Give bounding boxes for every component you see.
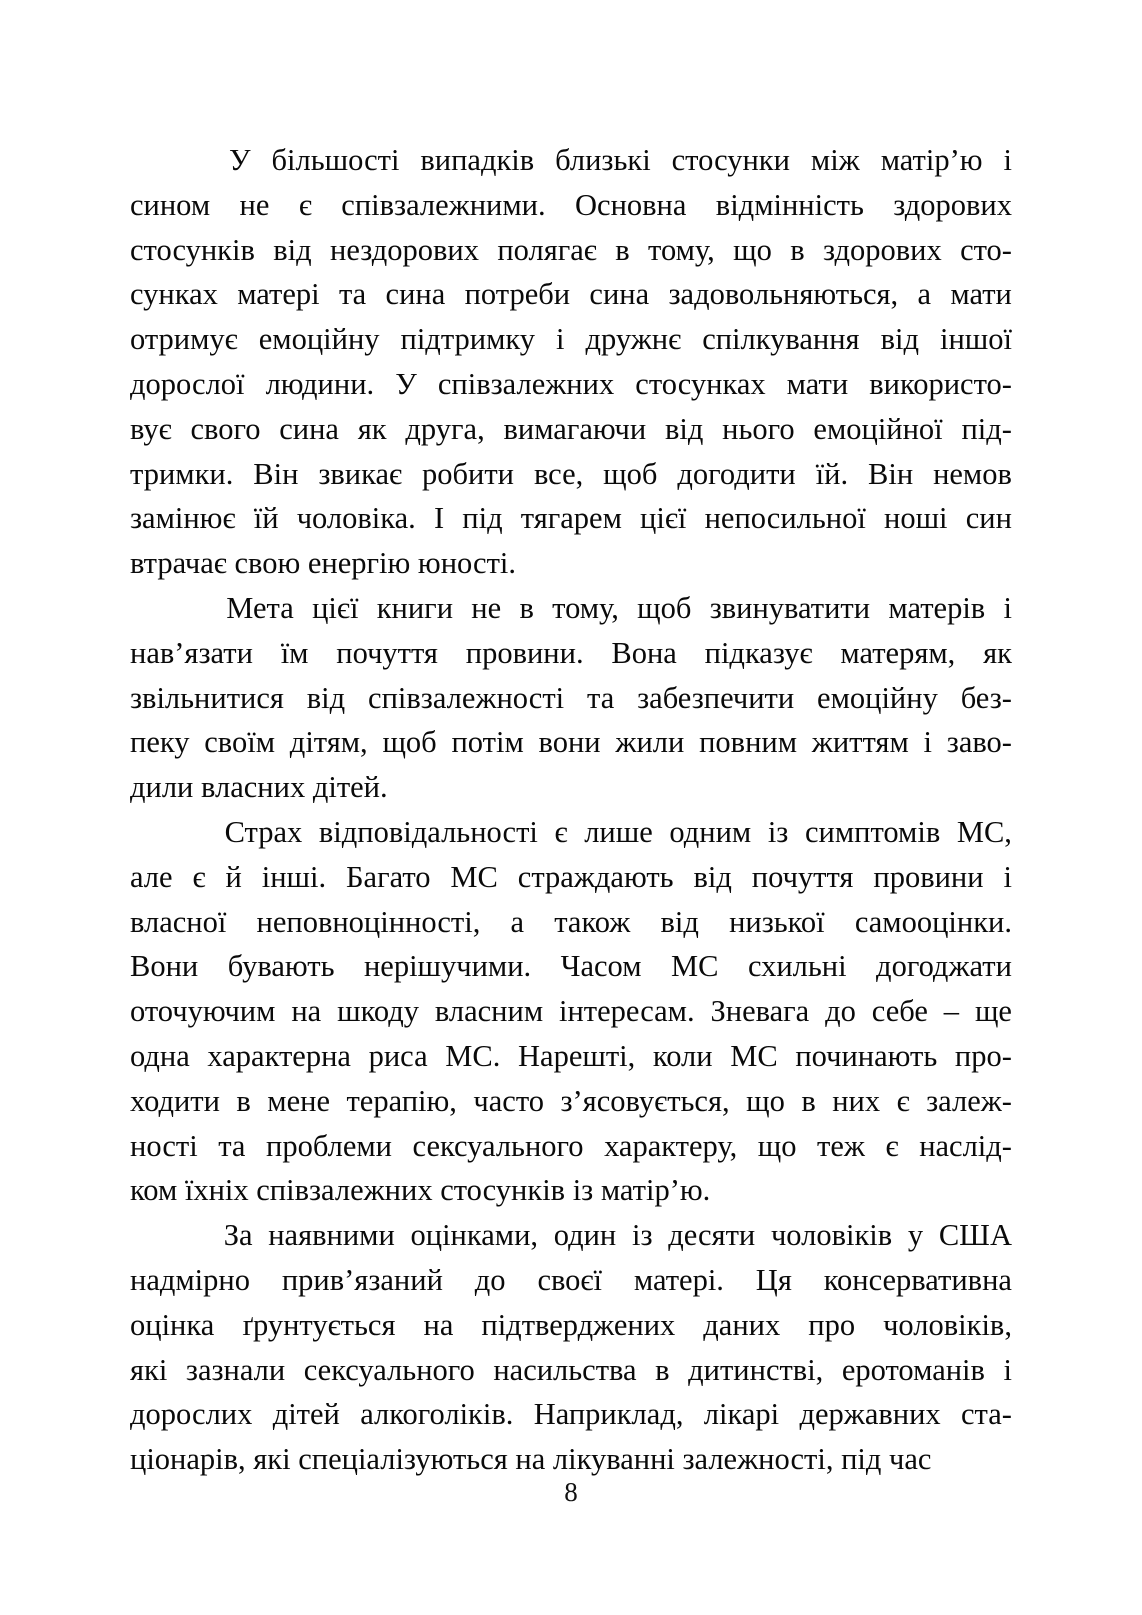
text-line: [130, 1079, 1012, 1124]
word: чоловіка.: [296, 501, 416, 536]
text-line: ком їхніх співзалежних стосунків із матір’ю.: [130, 1173, 711, 1208]
word: даних: [703, 1307, 781, 1342]
word: від: [880, 322, 919, 357]
word: мати: [950, 277, 1012, 312]
text-line: дили власних дітей.: [130, 770, 388, 805]
word: сексуального: [412, 1128, 584, 1163]
word: ста-: [960, 1397, 1012, 1432]
word: до: [474, 1262, 506, 1297]
word: їй.: [815, 456, 849, 491]
word: догодити: [677, 456, 796, 491]
word: терапію,: [346, 1083, 457, 1118]
word: цієї: [312, 590, 359, 625]
word: схильні: [747, 949, 847, 984]
word: власним: [434, 994, 544, 1029]
word: ґрунтується: [242, 1307, 396, 1342]
word: еротоманів: [841, 1352, 985, 1387]
word: тримки.: [130, 456, 234, 491]
text-line: [130, 900, 1012, 945]
word: в: [615, 232, 630, 267]
word: людини.: [265, 366, 375, 401]
word: стосунків: [130, 232, 255, 267]
paragraph-indent: [130, 810, 208, 855]
word: нього: [722, 411, 795, 446]
word: від: [693, 859, 732, 894]
paragraph: [130, 586, 1012, 810]
word: які: [130, 1352, 168, 1387]
word: підтримку: [400, 322, 536, 357]
paragraph-indent: [130, 1213, 208, 1258]
word: їй: [253, 501, 279, 536]
text-line: [130, 407, 1012, 452]
word: себе: [871, 994, 928, 1029]
word: зазнали: [185, 1352, 286, 1387]
word: від: [660, 904, 699, 939]
word: чоловіків,: [883, 1307, 1012, 1342]
word: використо-: [869, 366, 1012, 401]
word: Страх: [224, 814, 303, 849]
text-line: [130, 1348, 1012, 1393]
word: нездорових: [330, 232, 479, 267]
word: підказує: [704, 635, 813, 670]
paragraph: [130, 138, 1012, 586]
word: звикає: [318, 456, 403, 491]
text-line: [130, 810, 1012, 855]
word: проблеми: [266, 1128, 392, 1163]
text-line: [130, 317, 1012, 362]
word: шкоду: [337, 994, 419, 1029]
word: страждають: [517, 859, 674, 894]
text-line: [130, 944, 1012, 989]
word: Багато: [346, 859, 431, 894]
paragraph-indent: [130, 138, 208, 183]
word: під-: [961, 411, 1012, 446]
word: мати: [786, 366, 849, 401]
word: сунках: [130, 277, 218, 312]
word: під: [462, 501, 503, 536]
text-line: [130, 496, 1012, 541]
text-line: [130, 1303, 1012, 1348]
word: між: [810, 143, 860, 177]
word: мене: [267, 1083, 330, 1118]
word: та: [218, 1128, 246, 1163]
word: є: [298, 187, 312, 222]
text-line: [130, 1213, 1012, 1258]
word: лише: [584, 814, 653, 849]
word: життям: [811, 725, 909, 760]
text-line: [130, 272, 1012, 317]
word: близькі: [555, 143, 651, 177]
word: як: [983, 635, 1012, 670]
word: наявними: [268, 1218, 395, 1253]
word: сина: [385, 277, 446, 312]
word: починають: [795, 1038, 938, 1073]
word: залеж-: [926, 1083, 1012, 1118]
word: полягає: [497, 232, 597, 267]
word: дружнє: [585, 322, 682, 357]
word: нерішучими.: [363, 949, 532, 984]
word: характеру,: [604, 1128, 738, 1163]
text-line: [130, 631, 1012, 676]
word: провини: [873, 859, 984, 894]
word: дитинстві,: [688, 1352, 824, 1387]
word: надмірно: [130, 1262, 250, 1297]
word: інші.: [261, 859, 327, 894]
word: своєї: [537, 1262, 602, 1297]
word: в: [790, 232, 805, 267]
word: та: [338, 277, 367, 312]
word: оточуючим: [130, 994, 276, 1029]
word: із: [767, 814, 789, 849]
word: ходити: [130, 1083, 220, 1118]
word: і: [923, 725, 933, 760]
word: сексуального: [303, 1352, 475, 1387]
word: консервативна: [823, 1262, 1012, 1297]
word: десяти: [668, 1218, 756, 1253]
word: оцінка: [130, 1307, 215, 1342]
word: на: [291, 994, 322, 1029]
word: про-: [954, 1038, 1012, 1073]
word: замінює: [130, 501, 236, 536]
word: співзалежності: [368, 680, 565, 715]
word: а: [917, 277, 932, 312]
word: пеку: [130, 725, 190, 760]
word: провини.: [465, 635, 584, 670]
word: більшості: [271, 143, 400, 177]
text-line: [130, 183, 1012, 228]
word: від: [306, 680, 346, 715]
word: із: [631, 1218, 653, 1253]
word: тому,: [552, 590, 619, 625]
word: матір’ю: [880, 143, 983, 177]
word: їм: [280, 635, 309, 670]
word: дітей: [272, 1397, 340, 1432]
word: і: [1003, 859, 1012, 894]
text-line: втрачає свою енергію юності.: [130, 546, 517, 581]
word: в: [519, 590, 534, 625]
word: За: [223, 1218, 253, 1253]
word: отримує: [130, 322, 238, 357]
word: тому,: [648, 232, 715, 267]
word: підтверджених: [481, 1307, 676, 1342]
word: державних: [799, 1397, 941, 1432]
word: ще: [974, 994, 1012, 1029]
word: емоційної: [813, 411, 943, 446]
word: книги: [376, 590, 454, 625]
word: друга,: [405, 411, 485, 446]
word: до: [825, 994, 856, 1029]
word: про: [808, 1307, 856, 1342]
word: свого: [190, 411, 261, 446]
word: є: [554, 814, 568, 849]
word: бувають: [227, 949, 335, 984]
text-line: ціонарів, які спеціалізуються на лікуванні залежності, під час: [130, 1442, 932, 1477]
word: стосунки: [671, 143, 790, 177]
text-line: [130, 1124, 1012, 1169]
word: в: [801, 1083, 816, 1118]
word: що: [733, 232, 772, 267]
word: від: [273, 232, 312, 267]
word: нав’язати: [130, 635, 253, 670]
word: І: [433, 501, 445, 536]
word: вимагаючи: [503, 411, 647, 446]
word: прив’язаний: [281, 1262, 443, 1297]
word: щоб: [382, 725, 437, 760]
text-line: [130, 452, 1012, 497]
word: іншої: [939, 322, 1012, 357]
word: не: [239, 187, 270, 222]
word: як: [357, 411, 387, 446]
word: є: [896, 1083, 910, 1118]
word: дорослих: [130, 1397, 253, 1432]
word: і: [1003, 1352, 1012, 1387]
word: звинуватити: [709, 590, 871, 625]
word: з’ясовується,: [560, 1083, 730, 1118]
word: у: [907, 1218, 924, 1253]
word: в: [236, 1083, 251, 1118]
word: вони: [538, 725, 601, 760]
word: все,: [533, 456, 584, 491]
word: часто: [473, 1083, 544, 1118]
text-line: [130, 586, 1012, 631]
text-line: [130, 1258, 1012, 1303]
word: матері.: [633, 1262, 724, 1297]
word: догоджати: [876, 949, 1012, 984]
word: ноші: [884, 501, 948, 536]
word: а: [510, 904, 525, 939]
word: забезпечити: [637, 680, 795, 715]
paragraph-indent: [130, 586, 208, 631]
word: одна: [130, 1038, 190, 1073]
word: і: [1003, 590, 1012, 625]
word: від: [664, 411, 704, 446]
word: симптомів: [804, 814, 941, 849]
word: Нарешті,: [518, 1038, 636, 1073]
word: дорослої: [130, 366, 245, 401]
word: один: [553, 1218, 617, 1253]
paragraph: [130, 810, 1012, 1213]
word: неповноцінності,: [256, 904, 481, 939]
word: звільнитися: [130, 680, 284, 715]
word: та: [587, 680, 615, 715]
word: але: [130, 859, 173, 894]
word: що: [746, 1083, 785, 1118]
word: випадків: [420, 143, 535, 177]
word: наслід-: [919, 1128, 1012, 1163]
word: почуття: [751, 859, 854, 894]
word: немов: [933, 456, 1012, 491]
word: Він: [253, 456, 299, 491]
word: сто-: [960, 232, 1012, 267]
word: інтересам.: [559, 994, 695, 1029]
paragraph: [130, 1213, 1012, 1482]
word: оцінками,: [410, 1218, 539, 1253]
word: на: [423, 1307, 454, 1342]
word: й: [225, 859, 242, 894]
word: самооцінки.: [854, 904, 1012, 939]
word: емоційну: [258, 322, 380, 357]
word: повним: [699, 725, 798, 760]
word: і: [556, 322, 565, 357]
word: США: [938, 1218, 1012, 1253]
word: МС: [450, 859, 498, 894]
word: Він: [868, 456, 914, 491]
word: ності: [130, 1128, 198, 1163]
word: МС: [671, 949, 719, 984]
word: відповідальності: [318, 814, 538, 849]
word: теж: [817, 1128, 865, 1163]
text-line: [130, 1392, 1012, 1437]
page-number: 8: [564, 1477, 578, 1507]
word: У: [228, 143, 251, 177]
word: робити: [422, 456, 515, 491]
text-line: [130, 138, 1012, 183]
word: емоційну: [817, 680, 938, 715]
word: риса: [368, 1038, 428, 1073]
word: здорових: [822, 232, 942, 267]
word: і: [1003, 143, 1012, 177]
page-body-text: [130, 138, 1012, 1482]
word: дітям,: [289, 725, 368, 760]
word: щоб: [603, 456, 658, 491]
word: що: [757, 1128, 797, 1163]
word: також: [554, 904, 631, 939]
word: сином: [130, 187, 211, 222]
word: коли: [652, 1038, 713, 1073]
word: матерів: [888, 590, 986, 625]
word: непосильної: [704, 501, 866, 536]
word: почуття: [336, 635, 438, 670]
word: МС.: [445, 1038, 501, 1073]
text-line: [130, 676, 1012, 721]
text-line: [130, 989, 1012, 1034]
word: низької: [729, 904, 825, 939]
text-line: [130, 720, 1012, 765]
word: співзалежних: [437, 366, 615, 401]
word: Основна: [575, 187, 687, 222]
word: цієї: [640, 501, 687, 536]
word: власної: [130, 904, 227, 939]
word: тягарем: [520, 501, 622, 536]
word: характерна: [207, 1038, 351, 1073]
word: відмінність: [715, 187, 864, 222]
word: алкоголіків.: [360, 1397, 514, 1432]
word: є: [192, 859, 206, 894]
word: щоб: [637, 590, 692, 625]
word: лікарі: [703, 1397, 780, 1432]
word: –: [943, 994, 960, 1029]
word: потім: [451, 725, 524, 760]
word: матері: [237, 277, 320, 312]
word: в: [655, 1352, 670, 1387]
word: Ця: [755, 1262, 792, 1297]
word: насильства: [493, 1352, 637, 1387]
word: Часом: [560, 949, 642, 984]
word: потреби: [464, 277, 571, 312]
word: син: [965, 501, 1012, 536]
word: чоловіків: [770, 1218, 893, 1253]
word: вує: [130, 411, 172, 446]
word: МС,: [956, 814, 1012, 849]
word: без-: [960, 680, 1012, 715]
word: Наприклад,: [533, 1397, 684, 1432]
word: матерям,: [840, 635, 956, 670]
word: здорових: [893, 187, 1012, 222]
word: є: [885, 1128, 899, 1163]
word: жили: [615, 725, 685, 760]
text-line: [130, 855, 1012, 900]
word: стосунках: [635, 366, 766, 401]
word: своїм: [204, 725, 276, 760]
word: Вони: [130, 949, 199, 984]
text-line: [130, 228, 1012, 273]
word: них: [832, 1083, 881, 1118]
word: Мета: [226, 590, 294, 625]
word: Вона: [611, 635, 677, 670]
word: заво-: [946, 725, 1012, 760]
word: спілкування: [702, 322, 860, 357]
word: співзалежними.: [341, 187, 546, 222]
word: МС: [730, 1038, 778, 1073]
word: сина: [279, 411, 339, 446]
word: Зневага: [710, 994, 810, 1029]
text-line: [130, 1034, 1012, 1079]
word: задовольняються,: [668, 277, 899, 312]
word: не: [471, 590, 502, 625]
word: сина: [589, 277, 650, 312]
text-line: [130, 362, 1012, 407]
word: У: [395, 366, 417, 401]
word: одним: [669, 814, 752, 849]
